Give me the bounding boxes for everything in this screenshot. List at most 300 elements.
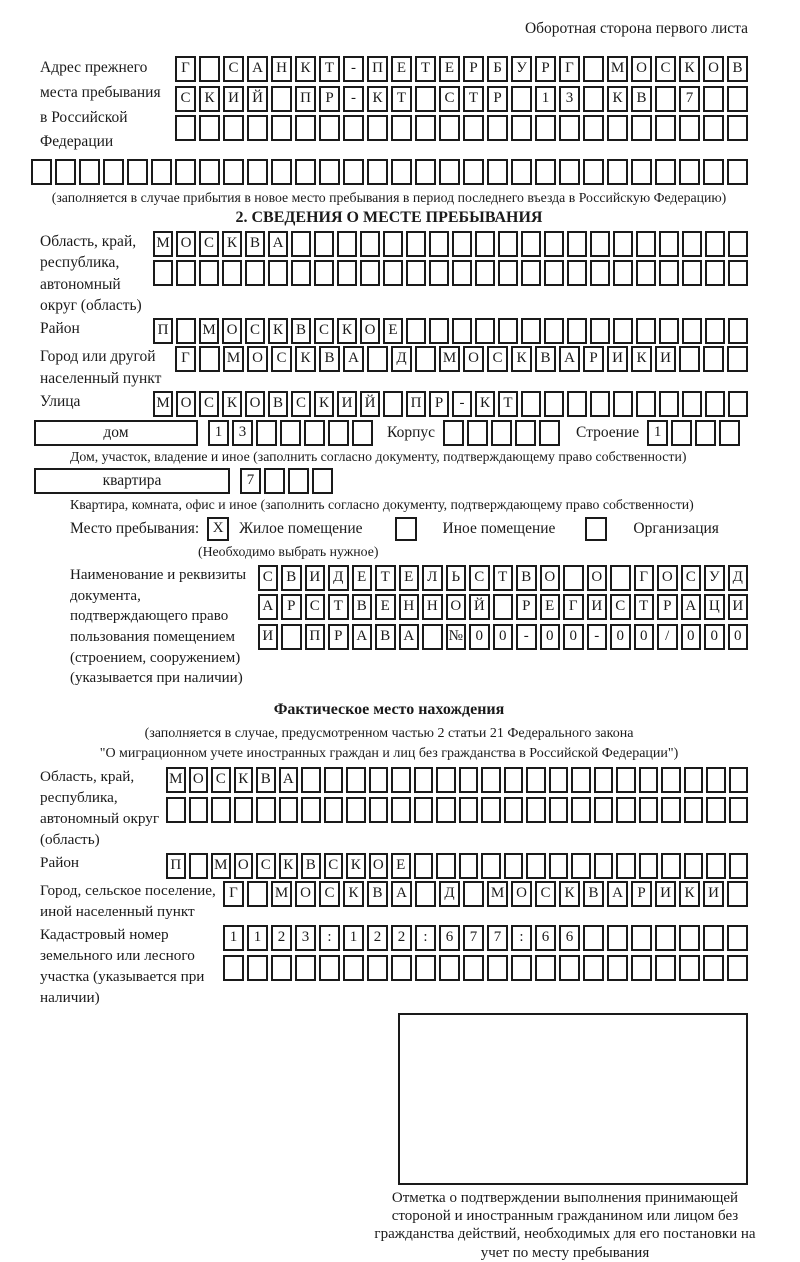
char-box (544, 391, 564, 417)
char-box: К (346, 853, 366, 879)
char-box (439, 159, 460, 185)
char-box: А (399, 624, 420, 650)
char-box (521, 391, 541, 417)
char-box (271, 159, 292, 185)
region-label: Область, край, республика, автономный округ (область) (40, 232, 142, 315)
char-box (498, 231, 518, 257)
char-box: Ц (704, 594, 725, 620)
char-box (511, 159, 532, 185)
char-box: В (516, 565, 537, 591)
actual-district-row (166, 853, 748, 879)
char-box: О (657, 565, 678, 591)
char-box: О (176, 231, 196, 257)
char-box (583, 955, 604, 981)
char-box (727, 159, 748, 185)
char-box (705, 260, 725, 286)
char-box: Р (429, 391, 449, 417)
char-box: А (343, 346, 364, 372)
char-box: П (406, 391, 426, 417)
char-box: Т (493, 565, 514, 591)
field-region (30, 231, 748, 317)
char-box (247, 159, 268, 185)
char-box: Й (469, 594, 490, 620)
char-box (705, 231, 725, 257)
district-row (153, 318, 748, 344)
char-box: Р (657, 594, 678, 620)
char-box (367, 159, 388, 185)
char-box: П (367, 56, 388, 82)
char-box (659, 391, 679, 417)
apartment-caption: Квартира, комната, офис и иное (заполнить согласно документу, подтверждающему право собственности) (70, 497, 694, 513)
char-box: 3 (232, 420, 253, 446)
char-box (511, 115, 532, 141)
field-city (30, 346, 748, 389)
char-box: Р (281, 594, 302, 620)
char-box (463, 955, 484, 981)
char-box: / (657, 624, 678, 650)
char-box (463, 115, 484, 141)
char-box: В (256, 767, 276, 793)
char-box: К (295, 346, 316, 372)
char-box: О (360, 318, 380, 344)
char-box: А (607, 881, 628, 907)
char-box (337, 260, 357, 286)
char-box (312, 468, 333, 494)
korpus-cells (443, 420, 560, 446)
char-box (176, 260, 196, 286)
char-box: В (367, 881, 388, 907)
char-box (314, 231, 334, 257)
char-box: А (559, 346, 580, 372)
char-box (211, 797, 231, 823)
char-box (549, 767, 569, 793)
char-box: Б (487, 56, 508, 82)
char-box (567, 391, 587, 417)
char-box (679, 115, 700, 141)
char-box: В (301, 853, 321, 879)
char-box (291, 231, 311, 257)
region-row-2 (153, 260, 748, 286)
char-box (655, 115, 676, 141)
char-box (535, 115, 556, 141)
stroenie-cells (647, 420, 740, 446)
char-box (291, 260, 311, 286)
char-box: О (587, 565, 608, 591)
char-box (526, 767, 546, 793)
char-box (223, 955, 244, 981)
document-row-3 (258, 624, 749, 650)
actual-district-label: Район (40, 854, 80, 872)
char-box: О (247, 346, 268, 372)
char-box (511, 955, 532, 981)
char-box: Д (439, 881, 460, 907)
char-box (571, 797, 591, 823)
char-box: П (305, 624, 326, 650)
char-box (727, 925, 748, 951)
char-box (256, 797, 276, 823)
char-box: Р (463, 56, 484, 82)
char-box (636, 391, 656, 417)
char-box (452, 231, 472, 257)
char-box (369, 797, 389, 823)
char-box: Е (375, 594, 396, 620)
char-box: - (452, 391, 472, 417)
char-box: Т (319, 56, 340, 82)
char-box (391, 767, 411, 793)
char-box: Е (391, 853, 411, 879)
char-box: С (314, 318, 334, 344)
char-box: И (607, 346, 628, 372)
char-box: Т (498, 391, 518, 417)
actual-field-region (30, 767, 748, 851)
char-box (521, 231, 541, 257)
city-label: Город или другой населенный пункт (40, 348, 162, 387)
char-box (459, 767, 479, 793)
char-box: М (487, 881, 508, 907)
char-box: № (446, 624, 467, 650)
char-box (367, 955, 388, 981)
char-box: : (319, 925, 340, 951)
actual-location-title: Фактическое место нахождения (273, 701, 505, 718)
char-box: В (727, 56, 748, 82)
char-box: И (655, 346, 676, 372)
char-box (487, 955, 508, 981)
char-box: И (655, 881, 676, 907)
char-box: 0 (634, 624, 655, 650)
char-box (526, 797, 546, 823)
prev-address-row-3 (175, 115, 748, 141)
char-box: А (681, 594, 702, 620)
char-box (391, 159, 412, 185)
char-box: С (256, 853, 276, 879)
char-box (481, 797, 501, 823)
char-box (422, 624, 443, 650)
char-box (247, 955, 268, 981)
char-box: О (176, 391, 196, 417)
char-box (280, 420, 301, 446)
char-box: 0 (493, 624, 514, 650)
actual-location-note (30, 724, 748, 763)
char-box (452, 318, 472, 344)
char-box (414, 767, 434, 793)
char-box: К (268, 318, 288, 344)
char-box (475, 318, 495, 344)
char-box (594, 853, 614, 879)
char-box (369, 767, 389, 793)
char-box (383, 260, 403, 286)
char-box: В (319, 346, 340, 372)
char-box: 6 (559, 925, 580, 951)
char-box: С (319, 881, 340, 907)
char-box: О (189, 767, 209, 793)
char-box (655, 955, 676, 981)
actual-region-row-1 (166, 767, 748, 793)
char-box (616, 767, 636, 793)
char-box: 7 (679, 86, 700, 112)
char-box (679, 925, 700, 951)
document-row-1 (258, 565, 749, 591)
char-box: 6 (439, 925, 460, 951)
char-box (567, 260, 587, 286)
char-box (583, 115, 604, 141)
char-box: О (703, 56, 724, 82)
char-box (459, 853, 479, 879)
char-box (414, 797, 434, 823)
char-box: К (511, 346, 532, 372)
char-box: Й (360, 391, 380, 417)
char-box: К (475, 391, 495, 417)
char-box (199, 346, 220, 372)
char-box (415, 159, 436, 185)
char-box: 0 (469, 624, 490, 650)
char-box (414, 853, 434, 879)
char-box (295, 159, 316, 185)
char-box (636, 231, 656, 257)
char-box: Н (399, 594, 420, 620)
char-box: А (268, 231, 288, 257)
char-box (429, 318, 449, 344)
char-box: О (511, 881, 532, 907)
char-box (631, 115, 652, 141)
confirmation-stamp-box (398, 1013, 748, 1185)
document-block (30, 565, 748, 689)
char-box (279, 797, 299, 823)
char-box (727, 955, 748, 981)
stay-label-residential: Жилое помещение (239, 519, 363, 537)
char-box: Й (247, 86, 268, 112)
char-box: С (223, 56, 244, 82)
stay-checkbox-organization (585, 517, 607, 541)
char-box: 3 (559, 86, 580, 112)
char-box: С (610, 594, 631, 620)
stay-choose-note: (Необходимо выбрать нужное) (198, 543, 379, 559)
char-box (415, 955, 436, 981)
char-box (563, 565, 584, 591)
char-box: Т (415, 56, 436, 82)
char-box (594, 767, 614, 793)
char-box: К (343, 881, 364, 907)
char-box (727, 86, 748, 112)
char-box (406, 260, 426, 286)
house-named-box: дом (34, 420, 198, 446)
char-box (544, 318, 564, 344)
korpus-label: Корпус (387, 424, 435, 442)
char-box (559, 955, 580, 981)
actual-region-row-2 (166, 797, 748, 823)
char-box (415, 881, 436, 907)
char-box (659, 231, 679, 257)
char-box (247, 881, 268, 907)
char-box (607, 955, 628, 981)
char-box (728, 260, 748, 286)
house-caption: Дом, участок, владение и иное (заполнить согласно документу, подтверждающему право собственности) (70, 449, 687, 465)
char-box (199, 159, 220, 185)
char-box: С (199, 391, 219, 417)
char-box: Р (487, 86, 508, 112)
char-box (613, 318, 633, 344)
char-box: У (704, 565, 725, 591)
char-box (304, 420, 325, 446)
char-box: Л (422, 565, 443, 591)
char-box (571, 767, 591, 793)
char-box: К (367, 86, 388, 112)
char-box: Р (535, 56, 556, 82)
char-box (639, 767, 659, 793)
char-box: Е (391, 56, 412, 82)
char-box: К (222, 231, 242, 257)
char-box (176, 318, 196, 344)
char-box: Р (516, 594, 537, 620)
char-box (288, 468, 309, 494)
char-box (515, 420, 536, 446)
stay-label-other-premises: Иное помещение (442, 519, 556, 537)
char-box: К (222, 391, 242, 417)
char-box (526, 853, 546, 879)
char-box: К (559, 881, 580, 907)
char-box (661, 797, 681, 823)
actual-location-note-line1: (заполняется в случае, предусмотренном частью 2 статьи 21 Федерального закона (144, 726, 634, 741)
char-box (383, 231, 403, 257)
char-box (590, 260, 610, 286)
char-box (324, 797, 344, 823)
char-box: К (679, 881, 700, 907)
char-box: О (245, 391, 265, 417)
char-box (659, 318, 679, 344)
char-box (583, 925, 604, 951)
char-box (319, 115, 340, 141)
char-box (463, 881, 484, 907)
prev-address-row-1 (175, 56, 748, 82)
char-box (271, 955, 292, 981)
char-box (521, 260, 541, 286)
char-box (415, 115, 436, 141)
char-box (415, 86, 436, 112)
char-box (367, 115, 388, 141)
char-box (234, 797, 254, 823)
house-number-cells (208, 420, 373, 446)
char-box (436, 767, 456, 793)
char-box: 1 (223, 925, 244, 951)
char-box (199, 260, 219, 286)
char-box: М (153, 231, 173, 257)
char-box (153, 260, 173, 286)
char-box: Е (399, 565, 420, 591)
char-box (567, 231, 587, 257)
char-box (594, 797, 614, 823)
char-box (613, 231, 633, 257)
char-box (631, 955, 652, 981)
char-box (429, 260, 449, 286)
char-box (391, 797, 411, 823)
char-box: И (223, 86, 244, 112)
prev-address-row-2 (175, 86, 748, 112)
char-box (314, 260, 334, 286)
char-box (301, 797, 321, 823)
char-box: Т (375, 565, 396, 591)
char-box: Т (634, 594, 655, 620)
char-box (360, 231, 380, 257)
char-box: 7 (240, 468, 261, 494)
char-box (346, 797, 366, 823)
char-box (199, 56, 220, 82)
cadastral-row-1 (223, 925, 748, 951)
char-box (189, 853, 209, 879)
char-box: М (153, 391, 173, 417)
char-box (467, 420, 488, 446)
char-box (679, 955, 700, 981)
stay-checkbox-other-premises (395, 517, 417, 541)
char-box (636, 318, 656, 344)
char-box: О (446, 594, 467, 620)
char-box (175, 115, 196, 141)
char-box (695, 420, 716, 446)
char-box (415, 346, 436, 372)
char-box: И (305, 565, 326, 591)
char-box: 0 (681, 624, 702, 650)
actual-region-label: Область, край, республика, автономный округ (область) (40, 768, 160, 849)
char-box: 0 (610, 624, 631, 650)
char-box (607, 925, 628, 951)
char-box: Г (563, 594, 584, 620)
char-box: И (337, 391, 357, 417)
char-box: 2 (271, 925, 292, 951)
char-box: 1 (247, 925, 268, 951)
char-box (729, 797, 749, 823)
char-box (729, 767, 749, 793)
char-box (706, 797, 726, 823)
char-box (459, 797, 479, 823)
char-box (535, 955, 556, 981)
char-box: Е (383, 318, 403, 344)
char-box (590, 318, 610, 344)
char-box (655, 86, 676, 112)
char-box (682, 318, 702, 344)
char-box (682, 391, 702, 417)
char-box (247, 115, 268, 141)
district-label: Район (40, 320, 80, 338)
char-box: К (631, 346, 652, 372)
char-box: 2 (367, 925, 388, 951)
char-box (539, 420, 560, 446)
char-box (439, 115, 460, 141)
cadastral-row-2 (223, 955, 748, 981)
char-box: - (516, 624, 537, 650)
char-box: П (153, 318, 173, 344)
char-box (319, 955, 340, 981)
apartment-named-box: квартира (34, 468, 230, 494)
char-box: С (291, 391, 311, 417)
char-box (631, 159, 652, 185)
apartment-cells (240, 468, 333, 494)
char-box (613, 260, 633, 286)
actual-location-note-line2: "О миграционном учете иностранных граждан и лиц без гражданства в Российской Федерации") (99, 745, 679, 761)
char-box (684, 797, 704, 823)
char-box (31, 159, 52, 185)
char-box: А (279, 767, 299, 793)
stay-checkbox-residential: X (207, 517, 229, 541)
char-box: С (681, 565, 702, 591)
char-box: - (343, 86, 364, 112)
char-box (504, 853, 524, 879)
char-box (559, 115, 580, 141)
house-row (34, 420, 748, 446)
char-box (639, 797, 659, 823)
char-box (511, 86, 532, 112)
char-box: - (343, 56, 364, 82)
char-box: Р (631, 881, 652, 907)
char-box (295, 115, 316, 141)
char-box: О (295, 881, 316, 907)
